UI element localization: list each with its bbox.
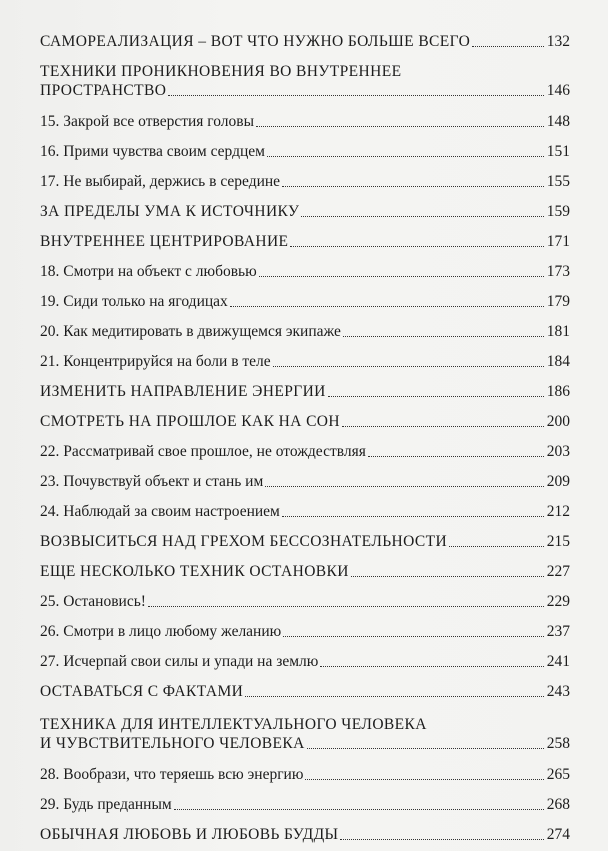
toc-entry-page-number: 268 <box>546 796 570 813</box>
toc-entry-title-line: ТЕХНИКИ ПРОНИКНОВЕНИЯ ВО ВНУТРЕННЕЕ <box>40 63 402 80</box>
toc-entry-8[interactable] <box>40 262 570 281</box>
dot-leader <box>305 779 543 780</box>
toc-entry-title: 27. Исчерпай свои силы и упади на землю <box>40 653 319 670</box>
toc-entry-page-number: 155 <box>546 173 570 190</box>
toc-entry-title: САМОРЕАЛИЗАЦИЯ – ВОТ ЧТО НУЖНО БОЛЬШЕ ВСЕГО <box>40 33 471 50</box>
toc-entry-leader-group <box>40 352 547 371</box>
toc-entry-18[interactable] <box>40 562 570 581</box>
toc-entry-page-number: 274 <box>546 826 570 843</box>
toc-entry-leader-group <box>40 172 547 191</box>
toc-entry-9[interactable] <box>40 292 570 311</box>
toc-entry-leader-group <box>40 622 547 641</box>
dot-leader <box>148 606 544 607</box>
toc-entry-page-number: 212 <box>546 503 570 520</box>
toc-entry-title: 25. Остановись! <box>40 593 146 610</box>
toc-entry-title: 28. Вообрази, что теряешь всю энергию <box>40 766 304 783</box>
toc-entry-page-number: 229 <box>546 593 570 610</box>
toc-entry-page-number: 237 <box>546 623 570 640</box>
toc-entry-10[interactable] <box>40 322 570 341</box>
dot-leader <box>267 156 544 157</box>
toc-entry-page-number: 203 <box>546 443 570 460</box>
toc-entry-13[interactable] <box>40 412 570 431</box>
dot-leader <box>290 246 543 247</box>
toc-entry-title: 26. Смотри в лицо любому желанию <box>40 623 282 640</box>
toc-entry-title: ВОЗВЫСИТЬСЯ НАД ГРЕХОМ БЕССОЗНАТЕЛЬНОСТИ <box>40 533 448 550</box>
toc-entry-leader-group <box>40 322 547 341</box>
toc-entry-title: СМОТРЕТЬ НА ПРОШЛОЕ КАК НА СОН <box>40 413 340 430</box>
dot-leader <box>449 546 544 547</box>
toc-entry-leader-group <box>40 652 547 671</box>
toc-entry-title: ОБЫЧНАЯ ЛЮБОВЬ И ЛЮБОВЬ БУДДЫ <box>40 826 339 843</box>
toc-entry-page-number: 209 <box>546 473 570 490</box>
toc-entry-page-number: 159 <box>546 203 570 220</box>
toc-entry-last-line <box>40 81 570 100</box>
toc-entry-page-number: 173 <box>546 263 570 280</box>
toc-entry-title: И ЧУВСТВИТЕЛЬНОГО ЧЕЛОВЕКА <box>40 735 305 752</box>
toc-entry-24[interactable] <box>40 765 570 784</box>
toc-entry-2[interactable] <box>40 62 570 100</box>
toc-entry-title: 20. Как медитировать в движущемся экипаже <box>40 323 341 340</box>
dot-leader <box>472 46 544 47</box>
toc-entry-page-number: 200 <box>546 413 570 430</box>
toc-entry-leader-group <box>40 765 547 784</box>
toc-entry-3[interactable] <box>40 112 570 131</box>
toc-entry-title: 29. Будь преданным <box>40 796 172 813</box>
toc-entry-title: 22. Рассматривай свое прошлое, не отождествляя <box>40 443 366 460</box>
toc-entry-6[interactable] <box>40 202 570 221</box>
toc-entry-leader-group <box>40 32 547 51</box>
toc-entry-page-number: 186 <box>546 383 570 400</box>
dot-leader <box>343 336 544 337</box>
dot-leader <box>340 839 543 840</box>
toc-entry-25[interactable] <box>40 795 570 814</box>
dot-leader <box>283 636 544 637</box>
dot-leader <box>245 696 544 697</box>
toc-entry-page-number: 171 <box>546 233 570 250</box>
toc-entry-leader-group <box>40 142 547 161</box>
toc-entry-page-number: 227 <box>546 563 570 580</box>
toc-entry-title: 16. Прими чувства своим сердцем <box>40 143 265 160</box>
toc-entry-title: ПРОСТРАНСТВО <box>40 82 167 99</box>
toc-entry-page-number: 258 <box>546 735 570 752</box>
toc-entry-leader-group <box>40 532 547 551</box>
toc-entry-12[interactable] <box>40 382 570 401</box>
toc-entry-page-number: 184 <box>546 353 570 370</box>
dot-leader <box>273 366 544 367</box>
toc-entry-title: ЗА ПРЕДЕЛЫ УМА К ИСТОЧНИКУ <box>40 203 300 220</box>
toc-entry-leader-group <box>40 292 547 311</box>
toc-entry-title: ИЗМЕНИТЬ НАПРАВЛЕНИЕ ЭНЕРГИИ <box>40 383 326 400</box>
toc-entry-16[interactable] <box>40 502 570 521</box>
toc-entry-title: 18. Смотри на объект с любовью <box>40 263 257 280</box>
dot-leader <box>256 126 544 127</box>
toc-entry-22[interactable] <box>40 682 570 701</box>
toc-entry-5[interactable] <box>40 172 570 191</box>
toc-entry-23[interactable] <box>40 715 570 753</box>
toc-entry-title: 19. Сиди только на ягодицах <box>40 293 228 310</box>
toc-entry-page-number: 215 <box>546 533 570 550</box>
dot-leader <box>265 486 543 487</box>
toc-entry-page-number: 241 <box>546 653 570 670</box>
toc-entry-leader-group <box>40 502 547 521</box>
toc-entry-leader-group <box>40 442 547 461</box>
toc-entry-21[interactable] <box>40 652 570 671</box>
toc-entry-4[interactable] <box>40 142 570 161</box>
toc-entry-leader-group <box>40 382 547 401</box>
toc-entry-title-line: ТЕХНИКА ДЛЯ ИНТЕЛЛЕКТУАЛЬНОГО ЧЕЛОВЕКА <box>40 716 427 733</box>
toc-entry-leader-group <box>40 562 547 581</box>
dot-leader <box>301 216 543 217</box>
toc-entry-leader-group <box>40 825 547 844</box>
toc-entry-title: 17. Не выбирай, держись в середине <box>40 173 281 190</box>
dot-leader <box>230 306 544 307</box>
dot-leader <box>328 396 544 397</box>
toc-entry-leader-group <box>40 592 547 611</box>
toc-entry-17[interactable] <box>40 532 570 551</box>
toc-entry-page-number: 151 <box>546 143 570 160</box>
dot-leader <box>168 95 543 96</box>
toc-entry-title: 21. Концентрируйся на боли в теле <box>40 353 271 370</box>
toc-entry-leader-group <box>40 81 547 100</box>
toc-entry-14[interactable] <box>40 442 570 461</box>
dot-leader <box>259 276 544 277</box>
toc-entry-page-number: 265 <box>546 766 570 783</box>
dot-leader <box>342 426 544 427</box>
dot-leader <box>282 186 544 187</box>
toc-entry-page-number: 148 <box>546 113 570 130</box>
toc-entry-leader-group <box>40 202 547 221</box>
toc-entry-leader-group <box>40 262 547 281</box>
toc-entry-19[interactable] <box>40 592 570 611</box>
toc-entry-page-number: 146 <box>546 82 570 99</box>
toc-entry-leader-group <box>40 412 547 431</box>
toc-entry-leader-group <box>40 734 547 753</box>
toc-entry-last-line <box>40 734 570 753</box>
toc-entry-11[interactable] <box>40 352 570 371</box>
toc-entry-leader-group <box>40 232 547 251</box>
toc-entry-15[interactable] <box>40 472 570 491</box>
toc-entry-leader-group <box>40 472 547 491</box>
toc-entry-page-number: 243 <box>546 683 570 700</box>
toc-entry-title: ЕЩЕ НЕСКОЛЬКО ТЕХНИК ОСТАНОВКИ <box>40 563 349 580</box>
dot-leader <box>282 516 544 517</box>
toc-entry-20[interactable] <box>40 622 570 641</box>
toc-entry-page-number: 179 <box>546 293 570 310</box>
toc-entry-title: 23. Почувствуй объект и стань им <box>40 473 264 490</box>
toc-entry-leader-group <box>40 795 547 814</box>
dot-leader <box>307 748 544 749</box>
toc-entry-leader-group <box>40 112 547 131</box>
toc-entry-leader-group <box>40 682 547 701</box>
toc-entry-title: ВНУТРЕННЕЕ ЦЕНТРИРОВАНИЕ <box>40 233 289 250</box>
toc-entry-title: 24. Наблюдай за своим настроением <box>40 503 280 520</box>
toc-entry-title: ОСТАВАТЬСЯ С ФАКТАМИ <box>40 683 244 700</box>
dot-leader <box>368 456 544 457</box>
toc-entry-title: 15. Закрой все отверстия головы <box>40 113 255 130</box>
dot-leader <box>174 809 544 810</box>
toc-entry-26[interactable] <box>40 825 570 844</box>
toc-entry-page-number: 181 <box>546 323 570 340</box>
toc-entry-1[interactable] <box>40 32 570 51</box>
dot-leader <box>320 666 543 667</box>
toc-entry-7[interactable] <box>40 232 570 251</box>
dot-leader <box>351 576 544 577</box>
toc-entry-page-number: 132 <box>546 33 570 50</box>
